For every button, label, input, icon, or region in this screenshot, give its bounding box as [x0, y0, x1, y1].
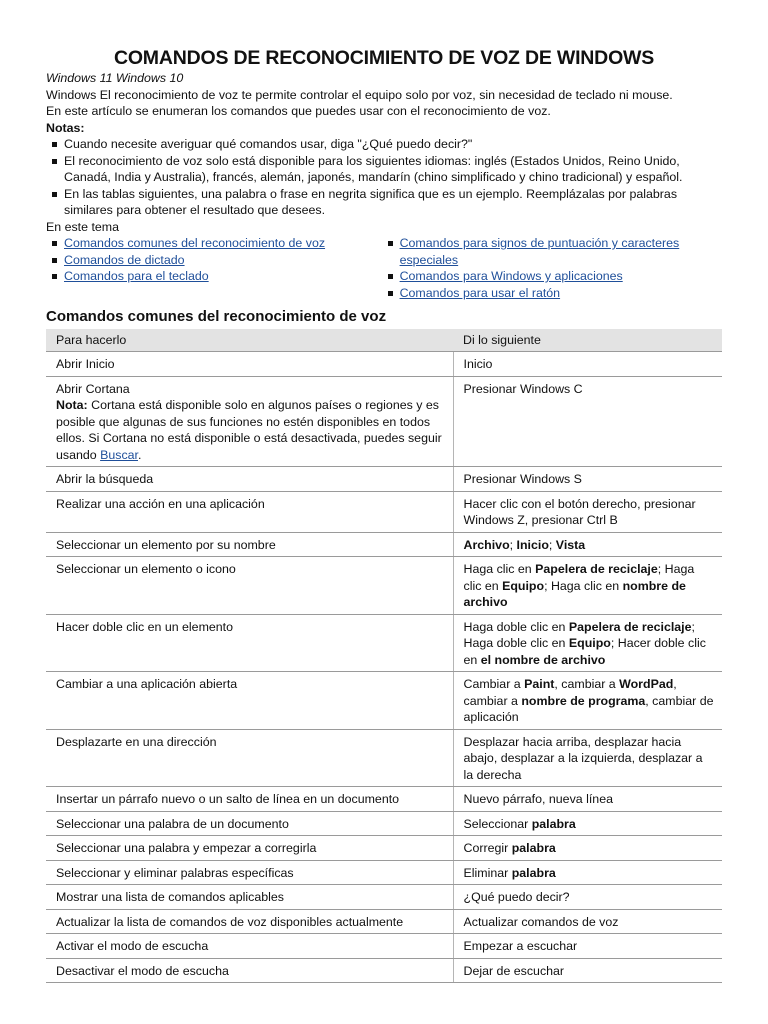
table-row	[46, 352, 722, 377]
cell-text: .	[137, 447, 142, 462]
header-command: Di lo siguiente	[453, 329, 722, 352]
table-row	[46, 467, 722, 492]
action-cell	[46, 811, 453, 836]
note-item: Cuando necesite averiguar qué comandos usar, diga "¿Qué puedo decir?"	[64, 136, 722, 153]
table-header-row	[46, 329, 722, 352]
action-cell	[46, 532, 453, 557]
cell-text: Desactivar el modo de escucha	[56, 963, 229, 978]
cell-text: Seleccionar una palabra de un documento	[56, 816, 289, 831]
command-cell	[453, 467, 722, 492]
cell-text: Haga clic en	[463, 562, 536, 576]
toc-link-dictation[interactable]: Comandos de dictado	[64, 252, 185, 267]
bold-example-text: palabra	[511, 865, 556, 880]
table-row	[46, 532, 722, 557]
toc-link-common-commands[interactable]: Comandos comunes del reconocimiento de voz	[64, 236, 326, 250]
cell-text: ; Hacer doble clic en	[463, 636, 706, 667]
cell-text: , cambiar de aplicación	[463, 693, 714, 724]
notes-list	[46, 136, 722, 219]
cell-text: Realizar una acción en una aplicación	[56, 496, 265, 511]
command-cell	[453, 934, 722, 959]
toc-link-punctuation[interactable]: Comandos para signos de puntuación y caracteres especiales	[399, 236, 680, 267]
command-cell	[453, 909, 722, 934]
cell-text: ;	[548, 537, 556, 552]
action-cell	[46, 491, 453, 532]
cell-text: Nuevo párrafo, nueva línea	[463, 792, 613, 806]
cell-text: Seleccionar un elemento o icono	[56, 562, 236, 576]
action-cell	[46, 958, 453, 983]
bold-example-text: Archivo	[463, 537, 510, 552]
cell-text: Hacer clic con el botón derecho, presionar Windows Z, presionar Ctrl B	[463, 496, 696, 527]
bold-example-text: Paint	[524, 677, 555, 691]
cell-text: ; Haga doble clic en	[463, 619, 695, 650]
bold-example-text: el nombre de archivo	[480, 652, 606, 667]
action-cell	[46, 885, 453, 910]
cell-text: Cambiar a	[463, 677, 525, 691]
intro-paragraph-1: Windows El reconocimiento de voz te permite controlar el equipo solo por voz, sin necesidad de teclado ni mouse.	[46, 87, 673, 102]
table-row	[46, 958, 722, 983]
command-cell	[453, 672, 722, 730]
cell-text: Abrir Inicio	[56, 357, 115, 371]
note-item: En las tablas siguientes, una palabra o frase en negrita significa que es un ejemplo. Reemplázalas por palabras similares para obtener el resultado que desees.	[64, 186, 722, 219]
action-cell	[46, 934, 453, 959]
cell-text: Abrir la búsqueda	[56, 472, 154, 486]
table-row	[46, 729, 722, 787]
table-row	[46, 614, 722, 672]
toc-label: En este tema	[46, 219, 120, 234]
toc-item	[400, 268, 722, 285]
notes-label: Notas:	[46, 120, 85, 135]
document-title: COMANDOS DE RECONOCIMIENTO DE VOZ DE WINDOWS	[113, 47, 655, 69]
cell-text: Cambiar a una aplicación abierta	[56, 677, 238, 691]
search-link[interactable]: Buscar	[100, 447, 138, 462]
section-heading: Comandos comunes del reconocimiento de voz	[46, 308, 387, 325]
table-row	[46, 836, 722, 861]
toc-right-column	[360, 235, 722, 301]
cell-text: Empezar a escuchar	[463, 939, 578, 953]
cell-text: Haga doble clic en	[463, 619, 569, 634]
cell-text: ¿Qué puedo decir?	[463, 890, 570, 904]
bold-example-text: Papelera de reciclaje	[535, 562, 658, 576]
cell-text: Seleccionar y eliminar palabras específicas	[56, 865, 294, 880]
cell-text: Seleccionar una palabra y empezar a corregirla	[56, 841, 317, 855]
action-cell	[46, 672, 453, 730]
command-cell	[453, 860, 722, 885]
cell-text: Insertar un párrafo nuevo o un salto de línea en un documento	[56, 792, 400, 806]
table-row	[46, 934, 722, 959]
toc-link-mouse[interactable]: Comandos para usar el ratón	[399, 285, 561, 300]
bold-example-text: WordPad	[619, 677, 674, 691]
command-cell	[453, 376, 722, 467]
toc-item	[64, 268, 360, 285]
bold-example-text: nombre de programa	[521, 693, 646, 708]
action-cell	[46, 836, 453, 861]
commands-table-body	[46, 352, 722, 983]
table-row	[46, 557, 722, 615]
table-row	[46, 885, 722, 910]
command-cell	[453, 557, 722, 615]
table-row	[46, 787, 722, 812]
command-cell	[453, 532, 722, 557]
action-cell	[46, 614, 453, 672]
toc-item	[400, 285, 722, 302]
command-cell	[453, 729, 722, 787]
bold-example-text: Inicio	[516, 537, 549, 552]
toc-item	[400, 235, 722, 268]
cell-text: Hacer doble clic en un elemento	[56, 619, 234, 634]
cell-text: , cambiar a	[554, 677, 620, 691]
cell-text: Presionar Windows S	[463, 472, 582, 486]
cell-text: ; Haga clic en	[463, 562, 695, 593]
command-cell	[453, 836, 722, 861]
toc-item	[64, 235, 360, 252]
bold-example-text: Nota:	[56, 398, 88, 412]
bold-example-text: Vista	[555, 537, 586, 552]
cell-text: Cortana está disponible solo en algunos países o regiones y es posible que algunas de sus funciones no estén disponibles en todos ellos. Si Cortana no está disponible o está desactivada, puedes seguir usando	[56, 398, 442, 462]
version-subtitle: Windows 11 Windows 10	[46, 71, 184, 85]
table-of-contents	[46, 235, 722, 301]
bold-example-text: Papelera de reciclaje	[568, 619, 692, 634]
document-page	[46, 0, 722, 983]
table-row	[46, 491, 722, 532]
bold-example-text: nombre de archivo	[463, 578, 686, 609]
toc-left-column	[46, 235, 360, 301]
cell-text: Presionar Windows C	[463, 381, 583, 396]
toc-item	[64, 252, 360, 269]
cell-text: Inicio	[463, 357, 493, 371]
note-item: El reconocimiento de voz solo está disponible para los siguientes idiomas: inglés (Estados Unidos, Reino Unido, Canadá, India y Australia), francés, alemán, japonés, mandarín (chino simplificado y chino tradicional) y español.	[64, 153, 722, 186]
cell-text: Seleccionar	[463, 816, 532, 831]
cell-text: Mostrar una lista de comandos aplicables	[56, 890, 284, 904]
cell-text: Activar el modo de escucha	[56, 939, 209, 953]
cell-text: Corregir	[463, 841, 512, 855]
action-cell	[46, 909, 453, 934]
cell-text: Seleccionar un elemento por su nombre	[56, 537, 276, 552]
action-cell	[46, 729, 453, 787]
bold-example-text: palabra	[531, 816, 576, 831]
action-cell	[46, 787, 453, 812]
cell-text: Dejar de escuchar	[463, 963, 565, 978]
cell-text: Eliminar	[463, 865, 512, 880]
toc-link-windows-apps[interactable]: Comandos para Windows y aplicaciones	[399, 269, 623, 283]
cell-text: Desplazarte en una dirección	[56, 734, 217, 749]
command-cell	[453, 614, 722, 672]
command-cell	[453, 787, 722, 812]
cell-text: Actualizar la lista de comandos de voz disponibles actualmente	[56, 914, 404, 929]
action-cell	[46, 376, 453, 467]
command-cell	[453, 885, 722, 910]
cell-text: ; Haga clic en	[544, 578, 623, 593]
cell-text: Actualizar comandos de voz	[463, 914, 619, 929]
command-cell	[453, 352, 722, 377]
action-cell	[46, 860, 453, 885]
table-row	[46, 909, 722, 934]
commands-table	[46, 329, 722, 983]
cell-text: Abrir Cortana	[56, 381, 130, 396]
bold-example-text: palabra	[511, 841, 556, 855]
table-row	[46, 376, 722, 467]
cell-text: ;	[509, 537, 517, 552]
bold-example-text: Equipo	[502, 578, 545, 593]
cell-text: , cambiar a	[463, 677, 677, 708]
table-row	[46, 672, 722, 730]
cell-text: Desplazar hacia arriba, desplazar hacia abajo, desplazar a la izquierda, desplazar a la derecha	[463, 734, 703, 782]
action-cell	[46, 467, 453, 492]
action-cell	[46, 557, 453, 615]
table-row	[46, 860, 722, 885]
header-action: Para hacerlo	[46, 329, 453, 352]
command-cell	[453, 958, 722, 983]
toc-link-keyboard[interactable]: Comandos para el teclado	[64, 269, 209, 283]
intro-paragraph-2: En este artículo se enumeran los comandos que puedes usar con el reconocimiento de voz.	[46, 104, 551, 118]
bold-example-text: Equipo	[568, 636, 611, 650]
command-cell	[453, 491, 722, 532]
table-row	[46, 811, 722, 836]
command-cell	[453, 811, 722, 836]
action-cell	[46, 352, 453, 377]
